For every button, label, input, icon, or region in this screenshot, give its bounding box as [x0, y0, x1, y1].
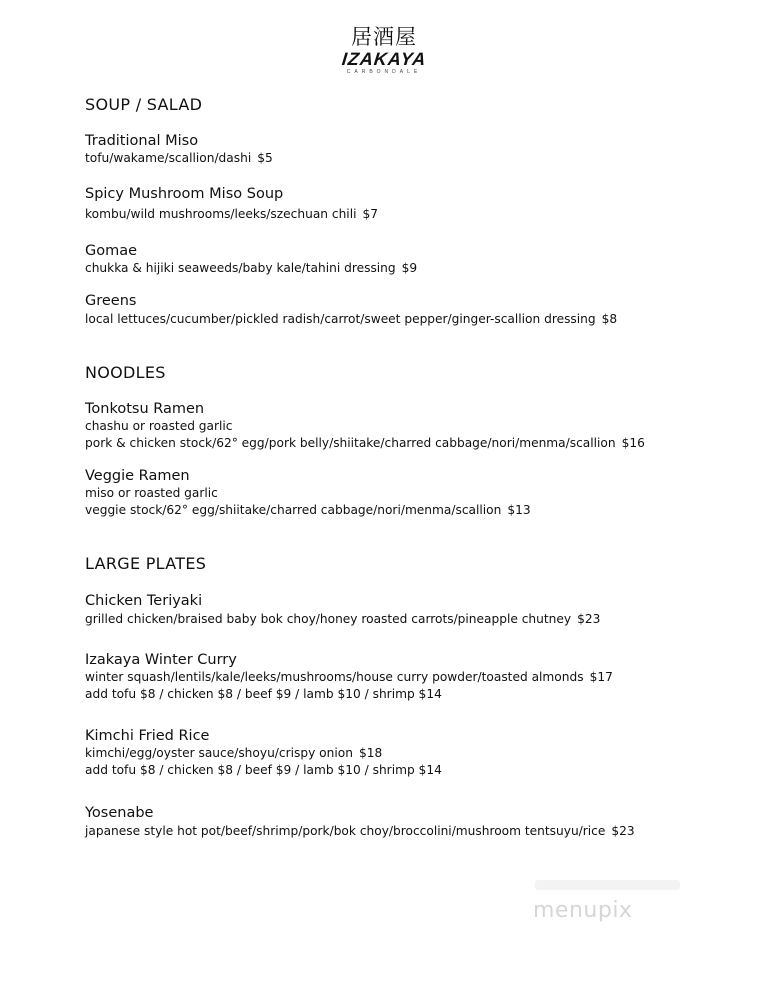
menu-item-price: $16 — [621, 436, 645, 450]
menu-item-price: $13 — [507, 503, 531, 517]
menu-item-description: kimchi/egg/oyster sauce/shoyu/crispy onion $18 — [85, 746, 383, 760]
menu-item-description: local lettuces/cucumber/pickled radish/carrot/sweet pepper/ginger-scallion dressing $8 — [85, 312, 618, 326]
menu-item-description: chashu or roasted garlic — [85, 419, 233, 433]
menu-item-description: tofu/wakame/scallion/dashi $5 — [85, 151, 273, 165]
menu-item-price: $7 — [362, 207, 378, 221]
menu-item-description: pork & chicken stock/62° egg/pork belly/shiitake/charred cabbage/nori/menma/scallion $16 — [85, 436, 645, 450]
logo-location: CARBONDALE — [346, 69, 422, 75]
menu-item-price: $17 — [589, 670, 613, 684]
section-title-soup-salad: SOUP / SALAD — [85, 95, 203, 114]
menu-item-description: chukka & hijiki seaweeds/baby kale/tahini dressing $9 — [85, 261, 418, 275]
restaurant-logo — [0, 24, 768, 76]
menu-item-name: Izakaya Winter Curry — [85, 652, 237, 668]
logo-name: IZAKAYA — [340, 49, 428, 69]
menu-item-description: miso or roasted garlic — [85, 486, 218, 500]
logo-kanji: 居酒屋 — [351, 25, 417, 49]
menu-item-description: kombu/wild mushrooms/leeks/szechuan chili $7 — [85, 207, 378, 221]
menu-item-description: veggie stock/62° egg/shiitake/charred cabbage/nori/menma/scallion $13 — [85, 503, 531, 517]
section-title-noodles: NOODLES — [85, 363, 166, 382]
menu-item-addons: add tofu $8 / chicken $8 / beef $9 / lamb $10 / shrimp $14 — [85, 687, 442, 701]
menu-item-name: Traditional Miso — [85, 133, 199, 149]
menu-item-name: Tonkotsu Ramen — [85, 401, 205, 417]
watermark-smudge — [535, 880, 680, 890]
menu-item-name: Yosenabe — [85, 805, 154, 821]
menu-item-name: Kimchi Fried Rice — [85, 728, 210, 744]
menu-item-price: $8 — [601, 312, 618, 326]
menu-item-description: japanese style hot pot/beef/shrimp/pork/bok choy/broccolini/mushroom tentsuyu/rice $23 — [85, 824, 635, 838]
menupix-watermark: menupix — [533, 898, 633, 923]
menu-item-addons: add tofu $8 / chicken $8 / beef $9 / lamb $10 / shrimp $14 — [85, 763, 442, 777]
section-title-large-plates: LARGE PLATES — [85, 554, 207, 573]
menu-item-description: grilled chicken/braised baby bok choy/honey roasted carrots/pineapple chutney $23 — [85, 612, 601, 626]
menu-item-price: $23 — [611, 824, 635, 838]
menu-item-name: Veggie Ramen — [85, 468, 190, 484]
menu-item-name: Greens — [85, 293, 137, 309]
menu-item-price: $23 — [577, 612, 601, 626]
menu-item-name: Gomae — [85, 243, 138, 259]
menu-item-price: $9 — [401, 261, 418, 275]
menu-item-description: winter squash/lentils/kale/leeks/mushrooms/house curry powder/toasted almonds $17 — [85, 670, 613, 684]
menu-item-name: Chicken Teriyaki — [85, 593, 203, 609]
menu-item-price: $5 — [257, 151, 273, 165]
menu-item-price: $18 — [358, 746, 383, 760]
menu-item-name: Spicy Mushroom Miso Soup — [85, 186, 284, 202]
